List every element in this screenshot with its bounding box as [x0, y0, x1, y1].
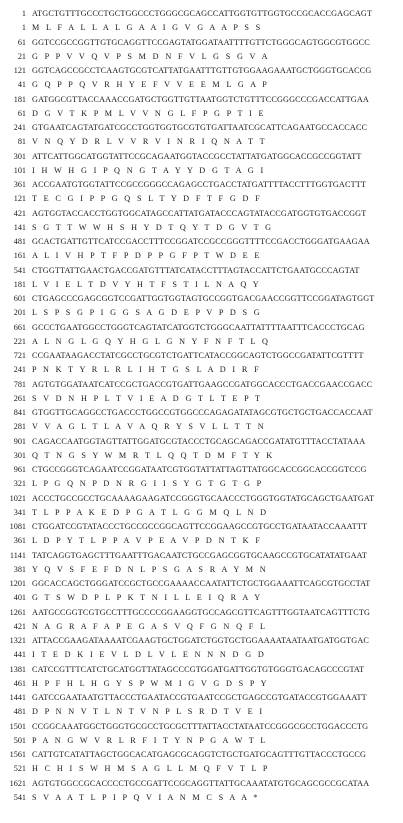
- nucleotide-sequence: ATTACCGAAGATAAAATCGAAGTGCTGGATCTGGTGCTGGAAAATAATAATGATGGTGAC: [32, 636, 370, 645]
- nucleotide-sequence: AATGCCGGTCGTGCCTTTGCCCCGGAAGGTGCCAGCGTTCAGTTTGGTAATCAGTTTCTG: [32, 607, 371, 617]
- position-number: 1441: [9, 693, 26, 702]
- amino-acid-sequence: H C H I S W H M S A G L L M Q F V T L P: [32, 764, 268, 774]
- position-number: 481: [13, 707, 26, 717]
- nucleotide-sequence: ATTCATTGGCATGGTATTCCGCAGAATGGTACCGCCTATTATGATGGCACCGCCGGTATT: [32, 151, 362, 161]
- nucleotide-sequence: ATGCTGTTTGCCCTGCTGGCCCTGGGCGCAGCCATTGGTGTTGGTGCCGCACCGAGCAGT: [32, 9, 373, 18]
- position-number: 541: [13, 265, 26, 275]
- position-number: 1081: [9, 522, 26, 531]
- amino-acid-row: [0, 164, 403, 178]
- position-number: 1261: [9, 607, 26, 617]
- nucleotide-sequence: ACCCTGCCGCCTGCAAAAGAAGATCCGGGTGCAACCCTGGGTGGTATGCAGCTGAATGAT: [32, 493, 375, 503]
- amino-acid-sequence: Y Q V S F E F D N L P S G A S R A Y M N: [32, 564, 266, 574]
- position-number: 261: [13, 393, 26, 403]
- nucleotide-sequence: CTGAGCCCGAGCGGTCCGATTGGTGGTAGTGCCGGTGACGAACCGGTTCCGGATAGTGGT: [32, 294, 375, 303]
- position-number: 1: [21, 9, 26, 18]
- position-number: 121: [13, 194, 26, 204]
- nucleotide-sequence: CAGACCAATGGTAGTTATTGGATGCGTACCCTGCAGCAGACCGATATGTTTACCTATAAA: [32, 436, 366, 446]
- amino-acid-sequence: L S P S G P I G G S A G D E P V P D S G: [32, 308, 260, 318]
- amino-acid-row: [0, 21, 403, 35]
- nucleotide-sequence: CATCCGTTTCATCTGCATGGTTATAGCCCGTGGATGATTGGTGTGGGTGACAGCCCGTAT: [32, 664, 365, 674]
- nucleotide-sequence: CCGAATAAGACCTATCGCCTGCGTCTGATTCATACCGGCAGTCTGGCCGATATTCGTTTT: [32, 351, 364, 360]
- amino-acid-row: [0, 192, 403, 206]
- position-number: 1501: [9, 721, 26, 731]
- amino-acid-row: [0, 791, 403, 805]
- nucleotide-row: [0, 577, 403, 591]
- amino-acid-row: [0, 705, 403, 719]
- position-number: 321: [13, 479, 26, 489]
- position-number: 201: [13, 308, 26, 318]
- position-number: 121: [13, 66, 26, 75]
- position-number: 401: [13, 593, 26, 603]
- position-number: 141: [13, 222, 26, 232]
- nucleotide-sequence: CCGGCAAATGGCTGGGTGCGCCTGCGCTTTATTACCTATAATCCGGGCGCCTGGACCCTG: [32, 721, 369, 731]
- nucleotide-sequence: AGTGGTACCACCTGGTGGCATAGCCATTATGATACCCAGTATACCGATGGTGTGACCGGT: [32, 208, 367, 218]
- amino-acid-sequence: M L F A L L A L G A A I G V G A A P S S: [32, 23, 261, 33]
- amino-acid-sequence: I H W H G I P Q N G T A Y Y D G T A G I: [32, 165, 264, 175]
- amino-acid-sequence: T E C G I P P G Q S L T Y D F T F G D F: [32, 194, 260, 204]
- position-number: 361: [13, 536, 26, 546]
- position-number: 481: [13, 237, 26, 246]
- amino-acid-sequence: G Q P P Q V R H Y E F V V E E M L G A P: [32, 80, 267, 90]
- position-number: 81: [17, 137, 26, 147]
- nucleotide-row: [0, 634, 403, 648]
- amino-acid-row: [0, 534, 403, 548]
- amino-acid-row: [0, 392, 403, 406]
- position-number: 421: [13, 208, 26, 218]
- amino-acid-row: [0, 420, 403, 434]
- position-number: 1561: [9, 750, 26, 759]
- amino-acid-sequence: A L I V H P T F P D P P G F P T W D E E: [32, 251, 260, 261]
- position-number: 441: [13, 650, 26, 660]
- position-number: 181: [13, 279, 26, 289]
- amino-acid-row: [0, 563, 403, 577]
- position-number: 341: [13, 507, 26, 517]
- nucleotide-row: [0, 748, 403, 762]
- position-number: 781: [13, 379, 26, 389]
- nucleotide-row: [0, 178, 403, 192]
- amino-acid-sequence: V N Q Y D R L V V R V I N R I Q N A T T: [32, 137, 265, 147]
- nucleotide-sequence: GCCCTGAATGGCCTGGGTCAGTATCATGGTCTGGGCAATTATTTTAATTTCACCCTGCAG: [32, 322, 365, 332]
- nucleotide-sequence: GCACTGATTGTTCATCCGACCTTTCCGGATCCGCCGGGTTTTCCGACCTGGGATGAAGAA: [32, 237, 370, 246]
- amino-acid-row: [0, 306, 403, 320]
- nucleotide-row: [0, 378, 403, 392]
- nucleotide-row: [0, 349, 403, 363]
- amino-acid-sequence: T L P P A K E D P G A T L G G M Q L N D: [32, 507, 267, 517]
- amino-acid-row: [0, 620, 403, 634]
- amino-acid-sequence: S G T T W W H S H Y D T Q Y T D G V T G: [32, 222, 272, 232]
- nucleotide-row: [0, 777, 403, 791]
- nucleotide-sequence: AGTGTGGATAATCATCCGCTGACCGTGATTGAAGCCGATGGCACCCTGACCGAACCGACC: [32, 379, 373, 389]
- nucleotide-sequence: ACCGAATGTGGTATTCCGCCGGGCCAGAGCCTGACCTATGATTTTACCTTTGGTGACTTT: [32, 180, 367, 189]
- nucleotide-row: [0, 435, 403, 449]
- position-number: 521: [13, 764, 26, 774]
- nucleotide-row: [0, 207, 403, 221]
- amino-acid-sequence: A L N G L G Q Y H G L G N Y F N F T L Q: [32, 336, 269, 346]
- nucleotide-sequence: TATCAGGTGAGCTTTGAATTTGACAATCTGCCGAGCGGTGCAAGCCGTGCATATATGAAT: [32, 550, 367, 560]
- nucleotide-sequence: GGTCAGCCGCCTCAAGTGCGTCATTATGAATTTGTTGTGGAAGAAATGCTGGGTGCACCG: [32, 66, 372, 75]
- position-number: 281: [13, 422, 26, 432]
- nucleotide-row: [0, 64, 403, 78]
- nucleotide-row: [0, 492, 403, 506]
- amino-acid-row: [0, 278, 403, 292]
- amino-acid-sequence: V V A G L T L A V A Q R Y S V L L T T N: [32, 422, 264, 432]
- position-number: 1201: [9, 579, 26, 588]
- nucleotide-row: [0, 7, 403, 21]
- position-number: 181: [13, 94, 26, 104]
- nucleotide-row: [0, 321, 403, 335]
- position-number: 461: [13, 678, 26, 688]
- position-number: 1321: [9, 636, 26, 645]
- nucleotide-row: [0, 463, 403, 477]
- position-number: 301: [13, 151, 26, 161]
- amino-acid-row: [0, 50, 403, 64]
- position-number: 241: [13, 123, 26, 132]
- nucleotide-row: [0, 520, 403, 534]
- nucleotide-sequence: GATGGCGTTACCAAACCGATGCTGGTTGTTAATGGTCTGTTTCCGGGCCCGACCATTGAA: [32, 94, 369, 104]
- nucleotide-row: [0, 406, 403, 420]
- nucleotide-sequence: GATCCGAATAATGTTACCCTGAATACCGTGAATCCGCTGAGCCGTGATACCGTGGAAATT: [32, 693, 367, 702]
- position-number: 381: [13, 564, 26, 574]
- amino-acid-row: [0, 363, 403, 377]
- nucleotide-row: [0, 663, 403, 677]
- nucleotide-sequence: GTGAATCAGTATGATCGCCTGGTGGTGCGTGTGATTAATCGCATTCAGAATGCCACCACC: [32, 123, 368, 132]
- position-number: 1141: [9, 550, 26, 560]
- position-number: 41: [17, 80, 26, 90]
- position-number: 421: [13, 621, 26, 631]
- amino-acid-sequence: G T S W D P L P K T N I L L E I Q R A Y: [32, 593, 261, 603]
- amino-acid-row: [0, 677, 403, 691]
- amino-acid-row: [0, 78, 403, 92]
- amino-acid-sequence: S V A A T L P I P Q V I A N M C S A A *: [32, 792, 258, 802]
- position-number: 601: [13, 294, 26, 303]
- position-number: 1021: [9, 493, 26, 503]
- nucleotide-sequence: CTGGATCCGTATACCCTGCCGCCGGCAGTTCCGGAAGCCGTGCCTGATAATACCAAATTT: [32, 522, 368, 531]
- nucleotide-row: [0, 292, 403, 306]
- amino-acid-sequence: G P P V V Q V P S M D N F V L G S G V A: [32, 51, 268, 61]
- amino-acid-sequence: S V D N H P L T V I E A D G T L T E P T: [32, 393, 261, 403]
- position-number: 661: [13, 322, 26, 332]
- position-number: 841: [13, 408, 26, 417]
- amino-acid-row: [0, 477, 403, 491]
- amino-acid-sequence: N A G R A F A P E G A S V Q F G N Q F L: [32, 621, 266, 631]
- position-number: 541: [13, 792, 26, 802]
- position-number: 501: [13, 735, 26, 745]
- nucleotide-sequence: GTGGTTGCAGGCCTGACCCTGGCCGTGGCCCAGAGATATAGCGTGCTGCTGACCACCAAT: [32, 408, 373, 417]
- position-number: 61: [17, 37, 26, 47]
- amino-acid-sequence: P N K T Y R L R L I H T G S L A D I R F: [32, 365, 259, 375]
- position-number: 361: [13, 180, 26, 189]
- nucleotide-row: [0, 606, 403, 620]
- nucleotide-row: [0, 121, 403, 135]
- nucleotide-sequence: CTGCCGGGTCAGAATCCGGATAATCGTGGTATTATTAGTTATGGCACCGGCACCGGTCCG: [32, 465, 367, 474]
- position-number: 61: [17, 108, 26, 118]
- nucleotide-sequence: GGCACCAGCTGGGATCCGCTGCCGAAAACCAATATTCTGCTGGAAATTCAGCGTGCCTAT: [32, 579, 371, 588]
- position-number: 221: [13, 336, 26, 346]
- position-number: 161: [13, 251, 26, 261]
- nucleotide-sequence: AGTGTGGCCGCACCCCTGCCGATTCCGCAGGTTATTGCAAATATGTGCAGCGCCGCATAA: [32, 778, 370, 788]
- amino-acid-sequence: D G V T K P M L V V N G L F P G P T I E: [32, 108, 264, 118]
- amino-acid-row: [0, 249, 403, 263]
- nucleotide-row: [0, 264, 403, 278]
- amino-acid-row: [0, 648, 403, 662]
- amino-acid-row: [0, 449, 403, 463]
- amino-acid-sequence: Q T N G S Y W M R T L Q Q T D M F T Y K: [32, 450, 273, 460]
- amino-acid-row: [0, 506, 403, 520]
- amino-acid-sequence: L P G Q N P D N R G I I S Y G T G T G P: [32, 479, 262, 489]
- nucleotide-row: [0, 691, 403, 705]
- position-number: 241: [13, 365, 26, 375]
- nucleotide-sequence: GGTCCGCCGGTTGTGCAGGTTCCGAGTATGGATAATTTTGTTCTGGGCAGTGGCGTGGCC: [32, 37, 370, 47]
- amino-acid-row: [0, 335, 403, 349]
- position-number: 721: [13, 351, 26, 360]
- amino-acid-sequence: I T E D K I E V L D L V L E N N N D G D: [32, 650, 264, 660]
- position-number: 21: [17, 51, 26, 61]
- amino-acid-sequence: H P F H L H G Y S P W M I G V G D S P Y: [32, 678, 267, 688]
- position-number: 301: [13, 450, 26, 460]
- amino-acid-row: [0, 221, 403, 235]
- nucleotide-row: [0, 235, 403, 249]
- amino-acid-sequence: P A N G W V R L R F I T Y N P G A W T L: [32, 735, 266, 745]
- amino-acid-row: [0, 107, 403, 121]
- amino-acid-row: [0, 591, 403, 605]
- nucleotide-sequence: CATTGTCATATTAGCTGGCACATGAGCGCAGGTCTGCTGATGCAGTTTGTTACCCTGCCG: [32, 750, 367, 759]
- position-number: 1621: [9, 778, 26, 788]
- amino-acid-row: [0, 734, 403, 748]
- amino-acid-sequence: D P N N V T L N T V N P L S R D T V E I: [32, 707, 263, 717]
- nucleotide-row: [0, 150, 403, 164]
- amino-acid-sequence: L D P Y T L P P A V P E A V P D N T K F: [32, 536, 261, 546]
- nucleotide-row: [0, 93, 403, 107]
- nucleotide-row: [0, 36, 403, 50]
- amino-acid-row: [0, 135, 403, 149]
- position-number: 1381: [9, 664, 26, 674]
- amino-acid-sequence: L V I E L T D V Y H T F S T I L N A Q Y: [32, 279, 259, 289]
- position-number: 1: [21, 23, 26, 33]
- nucleotide-row: [0, 720, 403, 734]
- position-number: 961: [13, 465, 26, 474]
- nucleotide-row: [0, 549, 403, 563]
- amino-acid-row: [0, 762, 403, 776]
- nucleotide-sequence: CTGGTTATTGAACTGACCGATGTTTATCATACCTTTAGTACCATTCTGAATGCCCAGTAT: [32, 265, 360, 275]
- position-number: 101: [13, 165, 26, 175]
- position-number: 901: [13, 436, 26, 446]
